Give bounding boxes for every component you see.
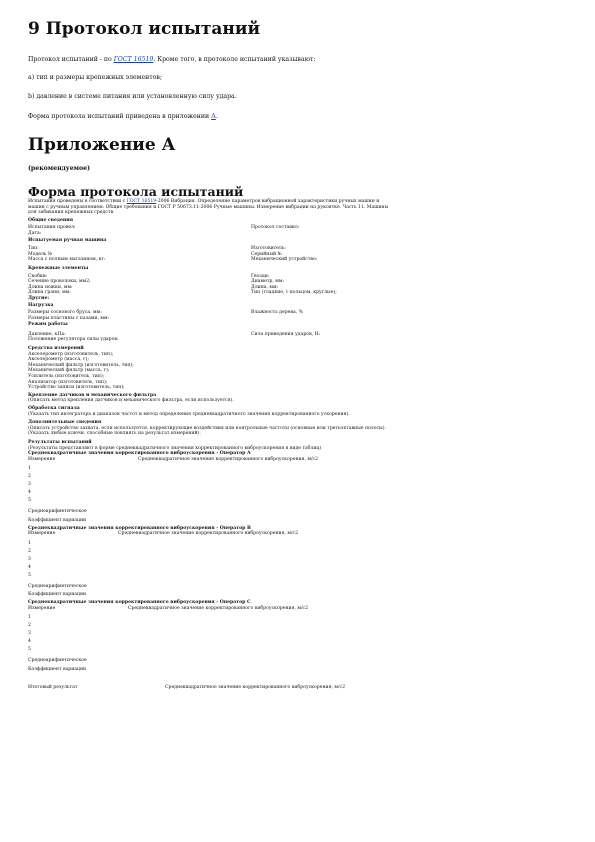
table-row: 2 xyxy=(28,623,31,629)
mech-field: Механический устройство: xyxy=(251,257,318,263)
crown-length-field: Длина ножки, мм: xyxy=(28,284,73,290)
lab-field: Испытания провел: xyxy=(28,225,76,231)
col-measurement: Измерение xyxy=(28,456,56,462)
crown-width-field: Длина грани, мм: xyxy=(28,290,71,296)
coef-row: Коэффициент вариации xyxy=(28,592,87,598)
form-title: Форма протокола испытаний xyxy=(28,184,244,199)
item-b: b) давление в системе питания или установленную силу удара. xyxy=(28,93,237,100)
table-header xyxy=(28,457,568,463)
impact-field: Сила приведения ударов, Н: xyxy=(251,331,321,337)
appendix-a-link[interactable]: А xyxy=(211,113,216,120)
measure-item: Устройство записи (изготовитель, тип); xyxy=(28,385,125,391)
paragraph-text: Форма протокола испытаний приведена в приложении xyxy=(28,113,212,120)
staple-section-field: Сечение проволоки, мм2; xyxy=(28,279,91,285)
table-row: 1 xyxy=(28,540,31,546)
measure-item: Усилитель (изготовитель, тип); xyxy=(28,374,105,380)
table-row: 2 xyxy=(28,474,31,480)
table-row: 4 xyxy=(28,564,31,570)
col-value: Среднеквадратичное значение корректированного виброускорения, м/с2 xyxy=(138,456,319,462)
serial-field: Серийный № xyxy=(251,251,282,257)
table-row: 4 xyxy=(28,639,31,645)
staples-field: Скобки: xyxy=(28,273,48,279)
load-heading: Нагрузка xyxy=(28,302,54,308)
mount-desc: (Описать метод крепления датчиков и механического фильтра, если используется). xyxy=(28,398,234,404)
table-row: 1 xyxy=(28,615,31,621)
col-measurement: Измерение xyxy=(28,605,56,611)
nails-field: Гвозди: xyxy=(251,273,270,279)
intro-line-2: машин с ручным управлением. Общие требования и ГОСТ Р 50673.11-2006 Ручные машины. Измерение вибрации на рукоятке. Часть 11. Машины xyxy=(28,204,389,210)
operator-a-heading: Среднеквадратичные значения корректированного виброускорения - Оператор А xyxy=(28,451,251,457)
table-row: 2 xyxy=(28,548,31,554)
nail-diameter-field: Диаметр, мм: xyxy=(251,279,284,285)
measure-item: Анализатор (изготовитель, тип); xyxy=(28,379,108,385)
paragraph-text: Протокол испытаний - по xyxy=(28,56,114,63)
gost-16519-link[interactable]: ГОСТ 16519 xyxy=(113,56,154,63)
table-row: 3 xyxy=(28,556,31,562)
gost-16519-link-2[interactable]: ГОСТ 16519 xyxy=(126,199,157,204)
coef-row: Коэффициент вариации xyxy=(28,517,87,523)
signal-heading: Обработка сигнала xyxy=(28,406,80,411)
table-row: 5 xyxy=(28,498,31,504)
signal-desc: (Указать тип интегратора и диапазон частот и метод определения среднеквадратичного значения корректированного ускорения). xyxy=(28,411,350,417)
measure-item: Акселерометр (изготовитель, тип); xyxy=(28,351,114,357)
results-heading: Результаты испытаний xyxy=(28,439,92,445)
average-row: Среднеарифметическое xyxy=(28,509,87,515)
col-measurement: Измерение xyxy=(28,531,56,537)
final-label: Итоговый результат xyxy=(28,685,78,691)
item-a: а) тип и размеры крепежных элементов; xyxy=(28,74,162,81)
measure-item: Механический фильтр (масса, г); xyxy=(28,368,110,374)
measure-item: Механический фильтр (изготовитель, тип); xyxy=(28,362,134,368)
field-row xyxy=(28,257,568,263)
operator-c-rows xyxy=(28,614,568,654)
table-row: 3 xyxy=(28,631,31,637)
form-body xyxy=(28,199,568,691)
model-field: Модель № xyxy=(28,251,53,257)
mount-heading: Крепление датчиков и механического фильтра xyxy=(28,392,157,398)
paragraph-text: . Кроме того, в протоколе испытаний указывают: xyxy=(153,56,316,63)
mass-field: Масса с полным магазином, кг: xyxy=(28,257,106,263)
moisture-field: Влажность дерева, % xyxy=(251,310,303,316)
form-reference xyxy=(28,113,218,121)
feed-field: Положение регулятора силы ударов: xyxy=(28,337,119,343)
table-row: 5 xyxy=(28,647,31,653)
operator-c-heading: Среднеквадратичные значения корректированного виброускорения - Оператор С xyxy=(28,599,251,605)
general-heading: Общие сведения xyxy=(28,217,74,223)
intro-line-3: для забивания крепежных средств. xyxy=(28,210,115,216)
measure-item: Акселерометр (масса, г); xyxy=(28,357,89,363)
average-row: Среднеарифметическое xyxy=(28,658,87,664)
pressure-field: Давление, кПа: xyxy=(28,331,66,337)
paragraph-text: . xyxy=(215,113,218,120)
extra-desc-2: (Указать любые ключи, способные повлиять на результат измерений). xyxy=(28,431,201,437)
appendix-note: (рекомендуемое) xyxy=(28,165,91,172)
other-field: Другие: xyxy=(28,295,50,301)
report-field: Протокол составил: xyxy=(251,225,300,231)
table-row: 3 xyxy=(28,482,31,488)
extra-heading: Дополнительные сведения xyxy=(28,420,102,426)
length-field: Длина, мм: xyxy=(251,284,279,290)
table-row: 4 xyxy=(28,490,31,496)
table-header xyxy=(28,531,568,537)
machine-heading: Испытуемая ручная машина xyxy=(28,237,107,243)
average-row: Среднеарифметическое xyxy=(28,583,87,589)
beam-field: Размеры соснового бруса, мм: xyxy=(28,310,102,316)
fasteners-heading: Крепежные элементы xyxy=(28,265,89,271)
final-result-row xyxy=(28,685,568,691)
table-header xyxy=(28,606,568,612)
mode-heading: Режим работы xyxy=(28,322,68,328)
nail-type-field: Тип (гладкие, с кольцом, круглые); xyxy=(251,290,337,296)
type-field: Тип: xyxy=(28,246,39,252)
operator-b-heading: Среднеквадратичные значения корректированного виброускорения - Оператор В xyxy=(28,525,251,531)
plate-field: Размеры пластины с пазами, мм: xyxy=(28,315,110,321)
section-9-title: 9 Протокол испытаний xyxy=(28,19,261,39)
col-value: Среднеквадратичное значение корректированного виброускорения, м/с2 xyxy=(128,605,309,611)
maker-field: Изготовитель: xyxy=(251,246,286,252)
measurement-heading: Средства измерений xyxy=(28,346,84,352)
intro-text: -2006 Вибрация. Определение параметров вибрационной характеристики ручных машин и xyxy=(156,199,380,204)
intro-text: Испытания проведены в соответствии с xyxy=(28,199,127,204)
date-field: Дата: xyxy=(28,230,42,236)
final-value-header: Среднеквадратичное значение корректированного виброускорения, м/с2 xyxy=(165,685,346,691)
appendix-title: Приложение А xyxy=(28,135,176,155)
section-9-paragraph xyxy=(28,56,316,64)
coef-row: Коэффициент вариации xyxy=(28,666,87,672)
table-row: 1 xyxy=(28,466,31,472)
col-value: Среднеквадратичное значение корректированного виброускорения, м/с2 xyxy=(118,531,299,537)
table-row: 5 xyxy=(28,572,31,578)
operator-b-rows xyxy=(28,540,568,580)
extra-desc: (Описать устройство захвата, если используется, корректирующие воздействия или контрольные частоты (основные или третьоктавные полосы). xyxy=(28,425,386,431)
results-desc: (Результаты представляют в форме среднеквадратичного значения корректированного виброускорения в виде таблиц) xyxy=(28,445,322,451)
operator-a-rows xyxy=(28,465,568,505)
